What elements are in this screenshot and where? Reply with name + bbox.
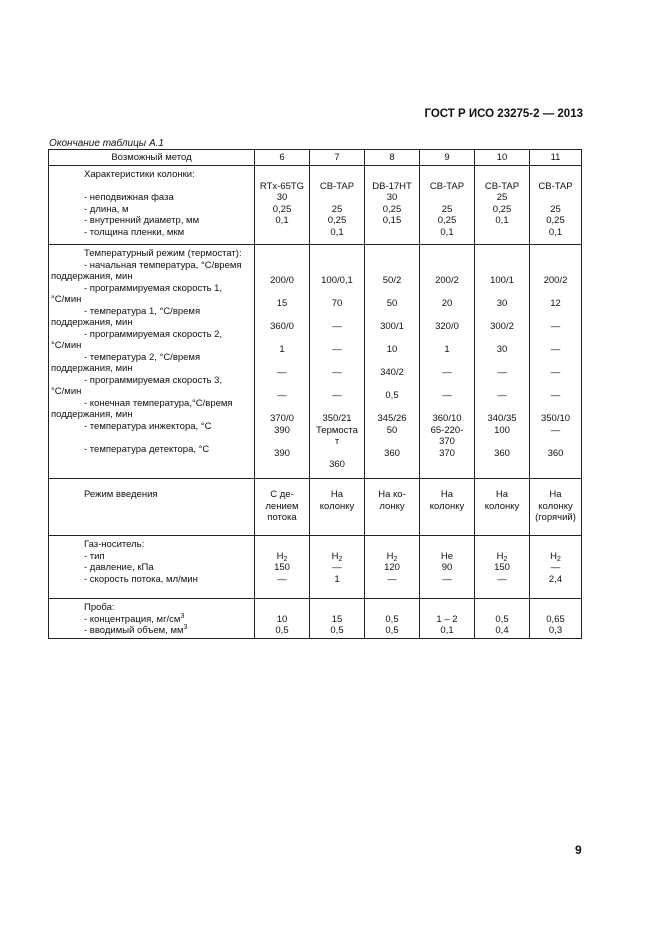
column-characteristics-label: Характеристики колонки: - неподвижная фаза - длина, м - внутренний диаметр, мм - толщина пленки, мкм bbox=[49, 166, 255, 245]
gas-9: He 90 — bbox=[420, 536, 475, 599]
injection-7: На колонку bbox=[310, 479, 365, 536]
injection-label: Режим введения bbox=[49, 479, 255, 536]
methods-table bbox=[48, 149, 582, 639]
temperature-values-7: 100/0,1 70 — — — — 350/21 Термоста т 360 bbox=[310, 245, 365, 479]
table-header-row bbox=[49, 150, 582, 166]
column-values-6: RTx-65TG 30 0,25 0,1 bbox=[255, 166, 310, 245]
sample-10: 0,5 0,4 bbox=[475, 599, 530, 639]
header-col-9: 9 bbox=[420, 150, 475, 166]
temperature-values-8: 50/2 50 300/1 10 340/2 0,5 345/26 50 360 bbox=[365, 245, 420, 479]
temperature-values-6: 200/0 15 360/0 1 — — 370/0 390 390 bbox=[255, 245, 310, 479]
injection-8: На ко- лонку bbox=[365, 479, 420, 536]
injection-row bbox=[49, 479, 582, 536]
gas-7: $H_2$ — 1 bbox=[310, 536, 365, 599]
sample-9: 1 – 2 0,1 bbox=[420, 599, 475, 639]
header-col-8: 8 bbox=[365, 150, 420, 166]
column-values-7: CB-TAP 25 0,25 0,1 bbox=[310, 166, 365, 245]
sample-7: 15 0,5 bbox=[310, 599, 365, 639]
sample-8: 0,5 0,5 bbox=[365, 599, 420, 639]
carrier-gas-label: Газ-носитель: - тип - давление, кПа - скорость потока, мл/мин bbox=[49, 536, 255, 599]
column-values-9: CB-TAP 25 0,25 0,1 bbox=[420, 166, 475, 245]
document-header: ГОСТ Р ИСО 23275-2 — 2013 bbox=[424, 108, 583, 120]
injection-11: На колонку (горячий) bbox=[530, 479, 582, 536]
sample-label: Проба: - концентрация, $мг/см^3$ - вводимый объем, $мм^3$ bbox=[49, 599, 255, 639]
header-col-11: 11 bbox=[530, 150, 582, 166]
sample-6: 10 0,5 bbox=[255, 599, 310, 639]
header-col-10: 10 bbox=[475, 150, 530, 166]
column-values-11: CB-TAP 25 0,25 0,1 bbox=[530, 166, 582, 245]
temperature-label: Температурный режим (термостат): - начальная температура, °С/время поддержания, мин - программируемая скорость 1, °С/мин - температура 1, °С/время поддержания, мин - программируемая скорость 2, °С/мин - температура 2, °С/время поддержания, мин - программируемая скорость 3, °С/мин - конечная температура,°С/время поддержания, мин - температура инжектора, °С - температура детектора, °С bbox=[49, 245, 255, 479]
temperature-values-11: 200/2 12 — — — — 350/10 — 360 bbox=[530, 245, 582, 479]
gas-11: $H_2$ — 2,4 bbox=[530, 536, 582, 599]
temperature-values-10: 100/1 30 300/2 30 — — 340/35 100 360 bbox=[475, 245, 530, 479]
header-method: Возможный метод bbox=[49, 150, 255, 166]
temperature-values-9: 200/2 20 320/0 1 — — 360/10 65-220- 370 370 bbox=[420, 245, 475, 479]
injection-9: На колонку bbox=[420, 479, 475, 536]
gas-10: $H_2$ 150 — bbox=[475, 536, 530, 599]
gas-6: $H_2$ 150 — bbox=[255, 536, 310, 599]
gas-8: $H_2$ 120 — bbox=[365, 536, 420, 599]
sample-11: 0,65 0,3 bbox=[530, 599, 582, 639]
column-values-8: DB-17HT 30 0,25 0,15 bbox=[365, 166, 420, 245]
header-col-7: 7 bbox=[310, 150, 365, 166]
header-col-6: 6 bbox=[255, 150, 310, 166]
injection-10: На колонку bbox=[475, 479, 530, 536]
column-values-10: CB-TAP 25 0,25 0,1 bbox=[475, 166, 530, 245]
table-caption: Окончание таблицы А.1 bbox=[49, 138, 164, 149]
temperature-row bbox=[49, 245, 582, 479]
page-number: 9 bbox=[575, 843, 582, 857]
injection-6: С де- лением потока bbox=[255, 479, 310, 536]
carrier-gas-row bbox=[49, 536, 582, 599]
column-characteristics-row bbox=[49, 166, 582, 245]
sample-row bbox=[49, 599, 582, 639]
